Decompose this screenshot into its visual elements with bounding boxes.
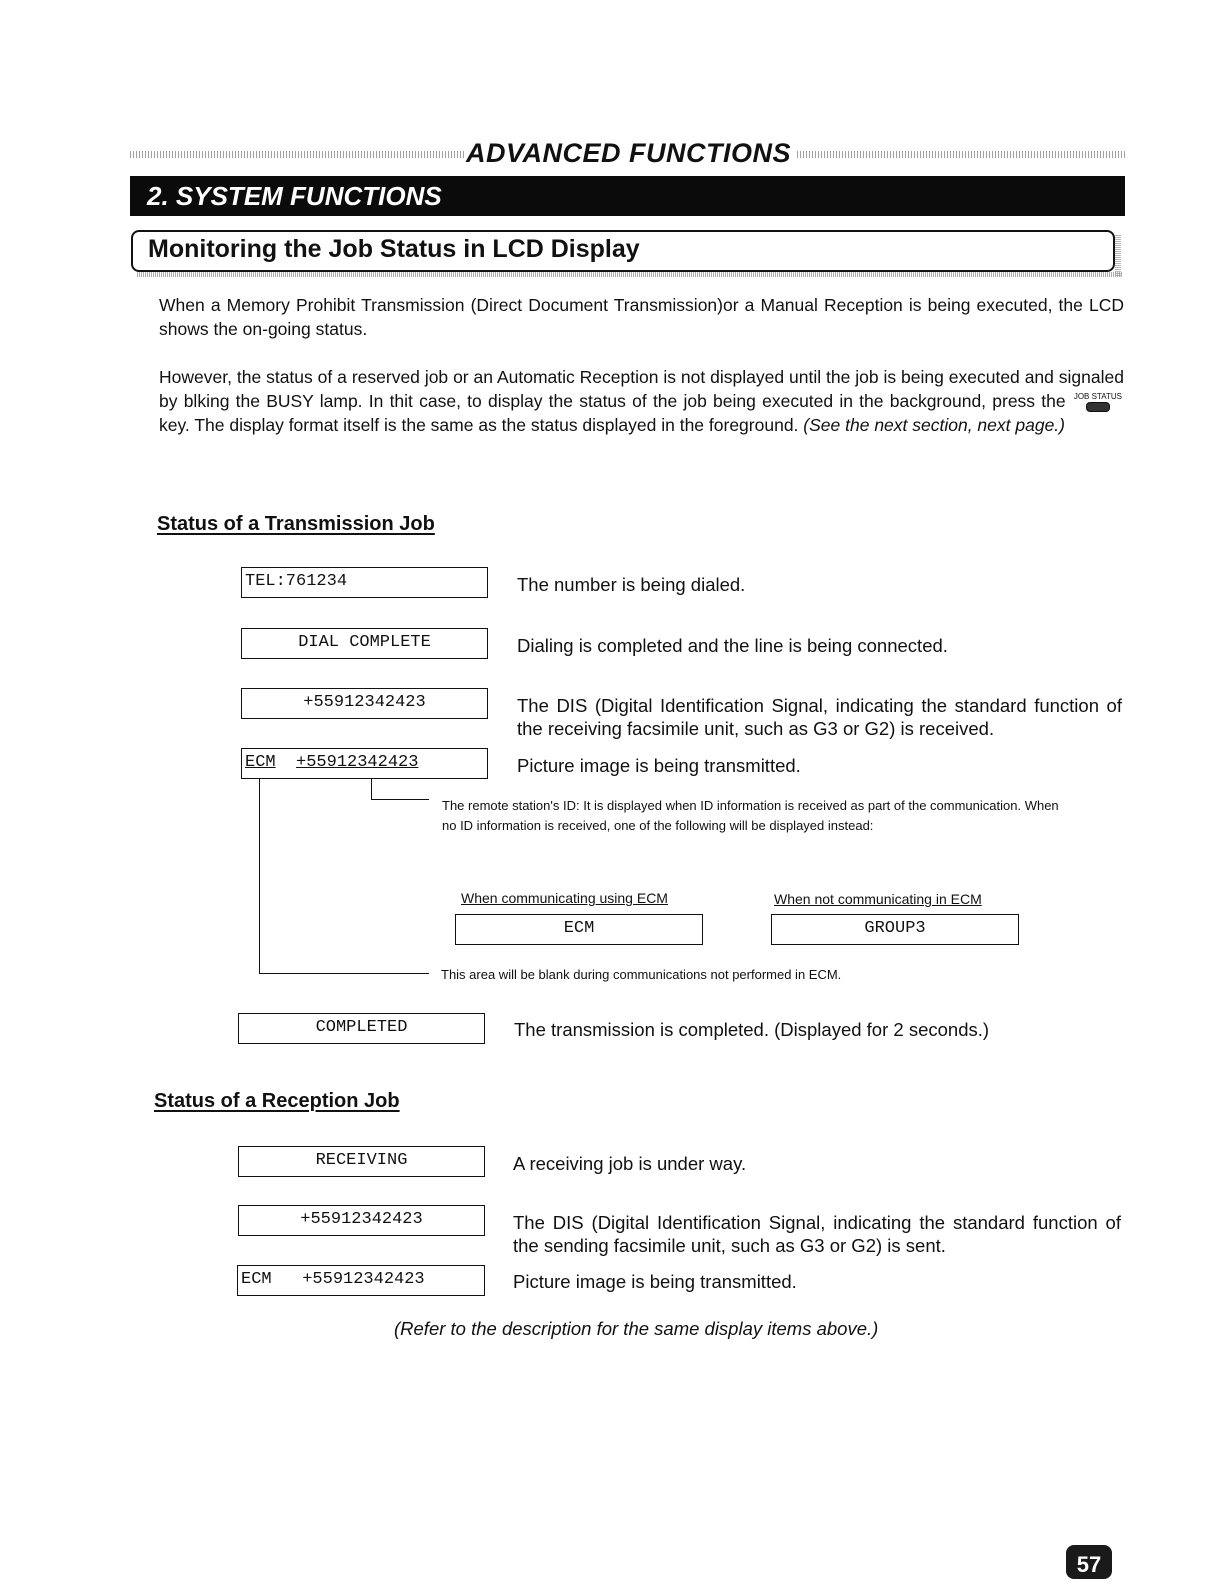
- remote-id-note: The remote station's ID: It is displayed when ID information is received as part of the communication. When no ID information is received, one of the following will be displayed instead:: [442, 798, 1059, 833]
- desc-dis-received: The DIS (Digital Identification Signal, indicating the standard function of the receiving facsimile unit, such as G3 or G2) is received.: [517, 695, 1122, 739]
- desc-transmitting: Picture image is being transmitted.: [517, 755, 801, 776]
- callout-line-ecm-vertical: [259, 778, 260, 974]
- lcd-display-dis-received: +55912342423: [241, 688, 488, 719]
- header-rule-left: [130, 151, 465, 158]
- section-label: ADVANCED FUNCTIONS: [466, 138, 791, 168]
- page-number: 57: [1066, 1545, 1112, 1579]
- desc-dialing: The number is being dialed.: [517, 574, 746, 595]
- topic-title: Monitoring the Job Status in LCD Display: [148, 235, 640, 263]
- header-rule-right: [797, 151, 1125, 158]
- intro-paragraph-2: [159, 365, 1124, 437]
- job-status-key-icon: [1074, 393, 1122, 412]
- intro-paragraph-2-b: key. The display format itself is the same as the status displayed in the foreground.: [159, 415, 799, 435]
- desc-dis-sent: The DIS (Digital Identification Signal, indicating the standard function of the sending facsimile unit, such as G3 or G2) is sent.: [513, 1212, 1121, 1256]
- desc-dial-complete: Dialing is completed and the line is being connected.: [517, 635, 948, 656]
- intro-paragraph-2-a: However, the status of a reserved job or an Automatic Reception is not displayed until the job is being executed and signaled by blking the BUSY lamp. In thit case, to display the status of the job being executed in the background, press the: [159, 367, 1124, 411]
- callout-line-ecm-horizontal: [259, 973, 429, 974]
- lcd-display-completed: COMPLETED: [238, 1013, 485, 1044]
- lcd-display-dis-sent: +55912342423: [238, 1205, 485, 1236]
- lcd-display-transmitting: [241, 748, 488, 779]
- lcd-display-dialing: TEL:761234: [241, 567, 488, 598]
- chapter-title: 2. SYSTEM FUNCTIONS: [130, 176, 1125, 216]
- lcd-ecm-prefix: ECM: [245, 753, 276, 772]
- desc-receiving: A receiving job is under way.: [513, 1153, 747, 1174]
- callout-line-id-horizontal: [371, 799, 429, 800]
- job-status-key-label: JOB STATUS: [1073, 391, 1122, 401]
- callout-line-id-vertical: [371, 778, 372, 800]
- refer-note: (Refer to the description for the same display items above.): [394, 1318, 879, 1339]
- lcd-display-receiving: RECEIVING: [238, 1146, 485, 1177]
- lcd-display-receiving-ecm: ECM +55912342423: [237, 1265, 485, 1296]
- no-ecm-label: When not communicating in ECM: [774, 891, 982, 907]
- ecm-label: When communicating using ECM: [461, 890, 668, 906]
- lcd-display-group3: GROUP3: [771, 914, 1019, 945]
- desc-receiving-ecm: Picture image is being transmitted.: [513, 1271, 797, 1292]
- topic-title-shadow-side: [1115, 234, 1121, 276]
- topic-title-shadow: [137, 272, 1122, 277]
- desc-completed: The transmission is completed. (Displayed for 2 seconds.): [514, 1019, 990, 1040]
- reception-heading: Status of a Reception Job: [154, 1090, 400, 1112]
- transmission-heading: Status of a Transmission Job: [157, 513, 435, 535]
- intro-reference: (See the next section, next page.): [803, 415, 1065, 435]
- lcd-display-dial-complete: DIAL COMPLETE: [241, 628, 488, 659]
- lcd-remote-id: +55912342423: [296, 753, 419, 772]
- lcd-display-ecm: ECM: [455, 914, 703, 945]
- blank-area-note: This area will be blank during communications not performed in ECM.: [441, 967, 842, 982]
- intro-paragraph-1: When a Memory Prohibit Transmission (Direct Document Transmission)or a Manual Reception is being executed, the LCD shows the on-going status.: [159, 295, 1124, 339]
